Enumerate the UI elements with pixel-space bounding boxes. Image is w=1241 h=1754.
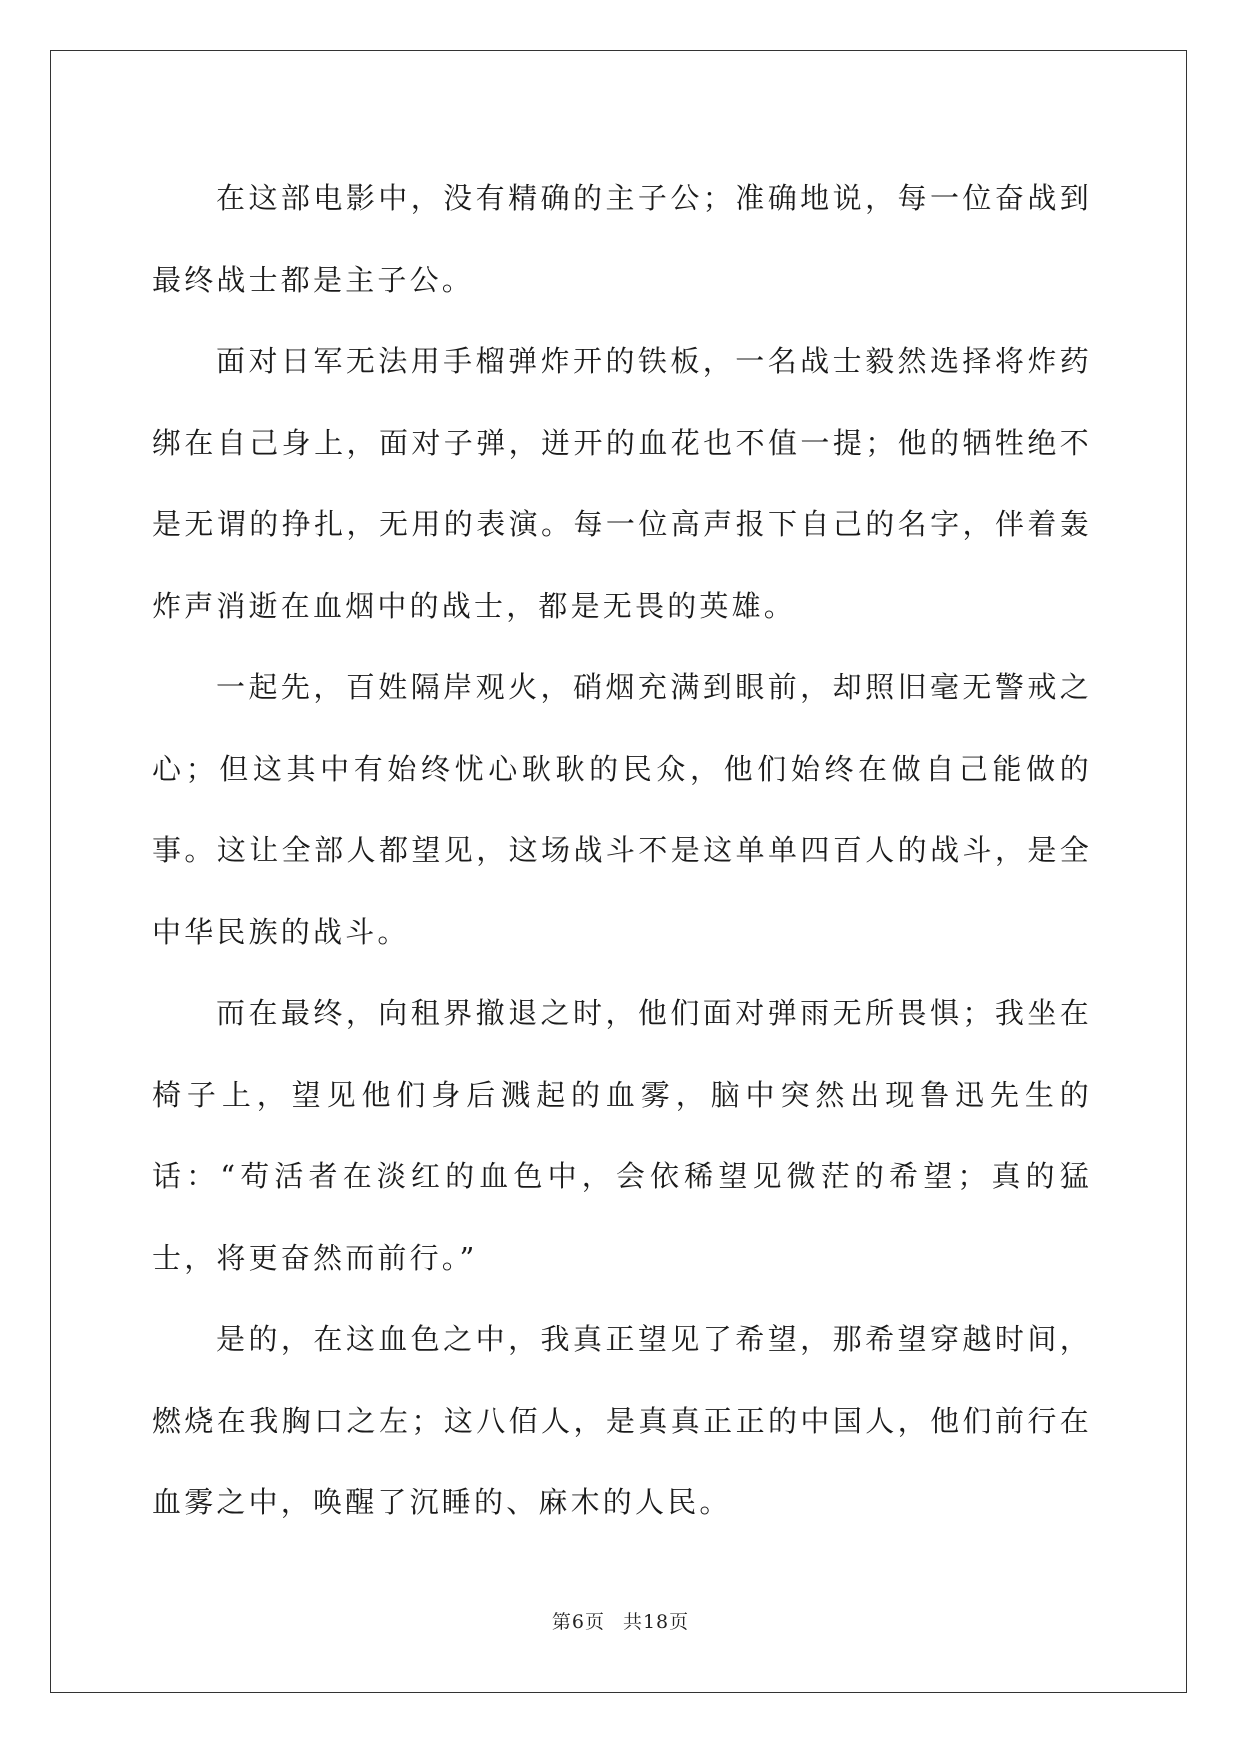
paragraph-2: 面对日军无法用手榴弹炸开的铁板，一名战士毅然选择将炸药绑在自己身上，面对子弹，迸开的血花也不值一提；他的牺牲绝不是无谓的挣扎，无用的表演。每一位高声报下自己的名字，伴着轰炸声消逝在血烟中的战士，都是无畏的英雄。 bbox=[152, 344, 1092, 623]
paragraph-4: 而在最终，向租界撤退之时，他们面对弹雨无所畏惧；我坐在椅子上，望见他们身后溅起的血雾，脑中突然出现鲁迅先生的话：“苟活者在淡红的血色中，会依稀望见微茫的希望；真的猛士，将更奋然而前行。” bbox=[152, 996, 1092, 1275]
page-total: 共18页 bbox=[622, 1611, 690, 1633]
page-number: 第6页 bbox=[551, 1611, 605, 1633]
document-body bbox=[152, 158, 1092, 1544]
paragraph-1: 在这部电影中，没有精确的主子公；准确地说，每一位奋战到最终战士都是主子公。 bbox=[152, 181, 1092, 297]
paragraph-5: 是的，在这血色之中，我真正望见了希望，那希望穿越时间，燃烧在我胸口之左；这八佰人，是真真正正的中国人，他们前行在血雾之中，唤醒了沉睡的、麻木的人民。 bbox=[152, 1322, 1092, 1519]
page-footer bbox=[0, 1607, 1241, 1634]
paragraph-3: 一起先，百姓隔岸观火，硝烟充满到眼前，却照旧毫无警戒之心；但这其中有始终忧心耿耿的民众，他们始终在做自己能做的事。这让全部人都望见，这场战斗不是这单单四百人的战斗，是全中华民族的战斗。 bbox=[152, 670, 1092, 949]
